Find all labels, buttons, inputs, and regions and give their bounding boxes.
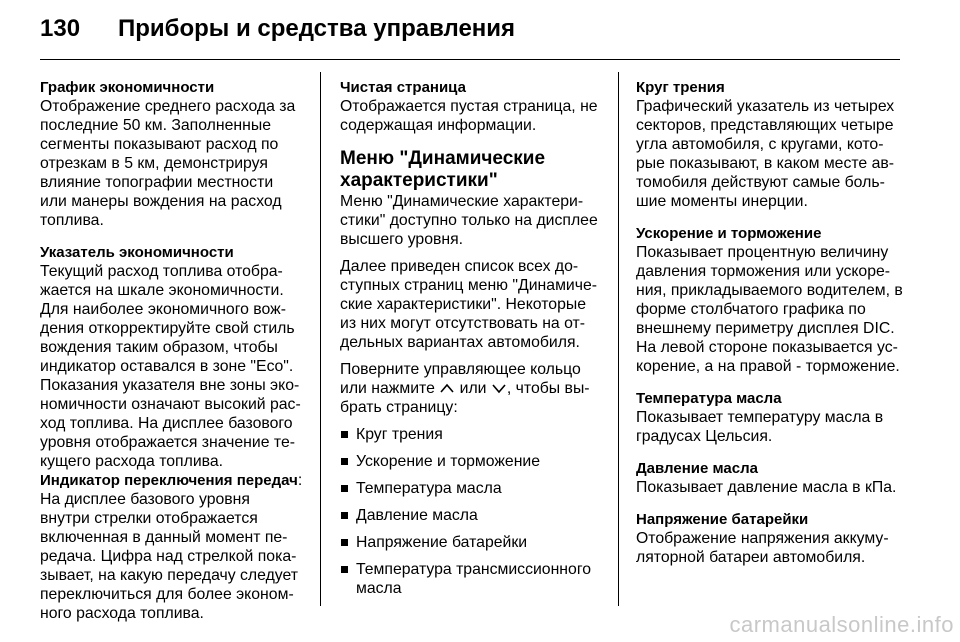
list-item	[340, 506, 603, 525]
section-oil-pressure	[636, 459, 904, 497]
section-battery-voltage	[636, 510, 904, 567]
section-text: Отображение среднего расхода за последние 50 км. Заполненные сегменты показывают расход по отрезкам в 5 км, демонстрируя влияние топографии местности или манеры вождения на расход топлива.	[40, 98, 296, 229]
list-item	[340, 425, 603, 444]
section-heading: График экономичности	[40, 79, 215, 96]
section-page-list-intro	[340, 257, 603, 352]
list-item-label: Давление масла	[356, 507, 478, 524]
section-heading: Температура масла	[636, 390, 782, 407]
list-item	[340, 452, 603, 471]
page-header	[0, 0, 960, 60]
section-text: На дисплее базового уровня внутри стрелки отображается включенная в данный момент передача. Цифра над стрелкой показывает, на какую передачу следует переключиться для более экономного расхода топлива.	[40, 491, 299, 622]
list-item-label: Напряжение батарейки	[356, 534, 528, 551]
section-turn-ring	[340, 360, 603, 417]
section-text: Далее приведен список всех доступных страниц меню "Динамические характеристики". Некоторые из них могут отсутствовать на отдельных вариантах автомобиля.	[340, 258, 598, 351]
section-dynamics-menu	[340, 148, 603, 249]
list-item-label: Температура трансмиссионного масла	[356, 561, 592, 597]
column-divider	[618, 72, 619, 606]
column-left	[40, 78, 303, 636]
section-heading: Индикатор переключения передач	[40, 472, 298, 489]
chevron-up-icon	[439, 382, 455, 394]
text-part: Поверните управляющее кольцо или нажмите	[340, 361, 581, 397]
list-item	[340, 533, 603, 552]
bullet-square-icon	[341, 512, 348, 519]
chevron-down-icon	[491, 382, 507, 394]
section-heading: Давление масла	[636, 460, 758, 477]
section-economy-graph	[40, 78, 303, 230]
text-part: , чтобы выбрать страницу:	[340, 380, 590, 416]
header-rule	[40, 59, 900, 60]
watermark: carmanualsonline.info	[729, 612, 954, 637]
bullet-square-icon	[341, 485, 348, 492]
section-heading: Круг трения	[636, 79, 725, 96]
section-text	[340, 360, 603, 417]
section-text: Показывает процентную величину давления торможения или ускорения, прикладываемого водителем, в форме столбчатого графика по внешнему периметру дисплея DIC. На левой стороне показывается ускорение, а на правой - торможение.	[636, 244, 903, 375]
list-item-label: Ускорение и торможение	[356, 453, 541, 470]
page-title: Приборы и средства управления	[118, 15, 516, 42]
section-heading-large: Меню "Динамические характеристики"	[340, 148, 546, 191]
heading-colon: :	[297, 472, 303, 489]
section-text: Графический указатель из четырех секторов, представляющих четыре угла автомобиля, с кругами, которые показывают, в каком месте автомобиля действуют самые большие моменты инерции.	[636, 98, 895, 210]
section-heading: Ускорение и торможение	[636, 225, 822, 242]
section-text: Текущий расход топлива отображается на шкале экономичности. Для наиболее экономичного вождения откорректируйте свой стиль вождения таким образом, чтобы индикатор оставался в зоне "Eco". Показания указателя вне зоны экономичности означают высокий расход топлива. На дисплее базового уровня отображается значение текущего расхода топлива.	[40, 263, 301, 470]
column-divider	[320, 72, 321, 606]
section-accel-brake	[636, 224, 904, 376]
section-blank-page	[340, 78, 603, 135]
section-heading: Указатель экономичности	[40, 244, 234, 261]
section-oil-temp	[636, 389, 904, 446]
column-right	[636, 78, 904, 580]
section-text: Показывает давление масла в кПа.	[636, 479, 897, 496]
section-economy-indicator	[40, 243, 303, 471]
bullet-square-icon	[341, 539, 348, 546]
bullet-square-icon	[341, 458, 348, 465]
text-part: или	[459, 380, 487, 397]
page-list	[340, 425, 603, 598]
list-item	[340, 479, 603, 498]
list-item-label: Температура масла	[356, 480, 502, 497]
section-heading: Чистая страница	[340, 79, 466, 96]
section-text: Меню "Динамические характеристики" доступно только на дисплее высшего уровня.	[340, 193, 598, 248]
section-heading-line	[40, 471, 303, 490]
section-heading: Напряжение батарейки	[636, 511, 809, 528]
section-gear-indicator	[40, 471, 303, 623]
section-text: Отображается пустая страница, не содержащая информации.	[340, 98, 598, 134]
list-item-label: Круг трения	[356, 426, 443, 443]
bullet-square-icon	[341, 431, 348, 438]
section-friction-circle	[636, 78, 904, 211]
page-number: 130	[40, 15, 81, 42]
section-text: Показывает температуру масла в градусах Цельсия.	[636, 409, 884, 445]
list-item	[340, 560, 603, 598]
section-text: Отображение напряжения аккумуляторной батареи автомобиля.	[636, 530, 889, 566]
column-middle	[340, 78, 603, 606]
bullet-square-icon	[341, 566, 348, 573]
